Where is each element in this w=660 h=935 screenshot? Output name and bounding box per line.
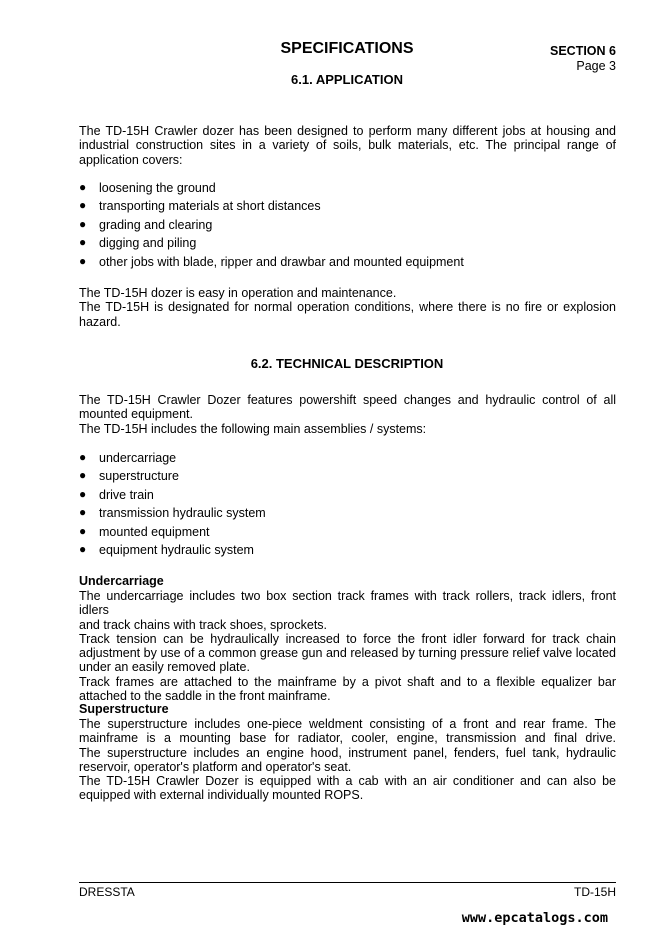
bullet-icon: ●: [79, 450, 87, 464]
list-item: [79, 525, 616, 543]
superstructure-line: The superstructure includes one-piece weldment consisting of a front and rear frame. The: [79, 717, 616, 731]
page-number: Page 3: [576, 59, 616, 73]
list-item-label: digging and piling: [99, 236, 197, 251]
bullet-icon: ●: [79, 486, 87, 501]
technical-intro-line: The TD-15H includes the following main assemblies / systems:: [79, 421, 427, 436]
application-outro: [79, 286, 616, 329]
list-item: [79, 543, 616, 561]
application-list: [79, 181, 616, 273]
page-title: SPECIFICATIONS: [280, 40, 414, 57]
technical-intro-line: The TD-15H Crawler Dozer features powershift speed changes and hydraulic control of all: [79, 393, 616, 407]
undercarriage-line: Track frames are attached to the mainframe by a pivot shaft and to a flexible equalizer bar: [79, 674, 616, 689]
application-intro-line: application covers:: [79, 152, 183, 167]
undercarriage-line: Track tension can be hydraulically increased to force the front idler forward for track chain: [79, 631, 616, 646]
list-item: [79, 181, 616, 199]
undercarriage-line: The undercarriage includes two box section track frames with track rollers, track idlers, front idlers: [79, 589, 616, 618]
list-item: [79, 451, 616, 469]
application-outro-line: hazard.: [79, 314, 121, 329]
application-intro: [79, 124, 616, 167]
undercarriage-text: [79, 589, 616, 703]
undercarriage-line: adjustment by use of a common grease gun and released by turning pressure relief valve located: [79, 646, 616, 661]
bullet-icon: ●: [79, 216, 87, 231]
list-item: [79, 255, 616, 273]
superstructure-line: The TD-15H Crawler Dozer is equipped with a cab with an air conditioner and can also be: [79, 774, 616, 789]
assemblies-list: [79, 451, 616, 561]
bullet-icon: ●: [79, 180, 87, 194]
watermark: www.epcatalogs.com: [461, 910, 608, 926]
undercarriage-line: under an easily removed plate.: [79, 660, 250, 675]
list-item: [79, 506, 616, 524]
footer-brand: DRESSTA: [79, 885, 135, 899]
application-intro-line: The TD-15H Crawler dozer has been designed to perform many different jobs at housing and: [79, 124, 616, 138]
bullet-icon: ●: [79, 541, 87, 556]
undercarriage-line: and track chains with track shoes, sprockets.: [79, 617, 328, 632]
footer-model: TD-15H: [573, 885, 616, 899]
application-heading: 6.1. APPLICATION: [291, 72, 403, 87]
list-item-label: superstructure: [99, 469, 179, 484]
list-item-label: loosening the ground: [99, 181, 216, 195]
undercarriage-line: attached to the saddle in the front mainframe.: [79, 689, 331, 704]
bullet-icon: ●: [79, 505, 87, 520]
superstructure-line: reservoir, operator's platform and operator's seat.: [79, 759, 352, 774]
list-item-label: transmission hydraulic system: [99, 506, 266, 521]
list-item-label: drive train: [99, 487, 154, 502]
list-item-label: equipment hydraulic system: [99, 542, 254, 557]
list-item: [79, 469, 616, 487]
list-item-label: grading and clearing: [99, 217, 213, 232]
list-item: [79, 488, 616, 506]
bullet-icon: ●: [79, 253, 87, 268]
list-item-label: mounted equipment: [99, 524, 210, 539]
technical-heading: 6.2. TECHNICAL DESCRIPTION: [250, 356, 444, 371]
superstructure-line: equipped with external individually mounted ROPS.: [79, 788, 364, 803]
undercarriage-heading: Undercarriage: [79, 574, 164, 588]
application-intro-line: industrial construction sites in a variety of soils, bulk materials, etc. The principal range of: [79, 138, 616, 153]
technical-intro: [79, 393, 616, 436]
footer-rule: [79, 882, 616, 883]
list-item: [79, 218, 616, 236]
section-label: SECTION 6: [550, 44, 616, 58]
bullet-icon: ●: [79, 523, 87, 538]
superstructure-heading: Superstructure: [79, 702, 169, 716]
list-item-label: other jobs with blade, ripper and drawbar and mounted equipment: [99, 254, 464, 269]
list-item-label: transporting materials at short distances: [99, 199, 321, 214]
application-outro-line: The TD-15H dozer is easy in operation and maintenance.: [79, 286, 397, 300]
list-item-label: undercarriage: [99, 451, 177, 465]
application-outro-line: The TD-15H is designated for normal operation conditions, where there is no fire or explosion: [79, 300, 616, 315]
list-item: [79, 199, 616, 217]
bullet-icon: ●: [79, 235, 87, 250]
bullet-icon: ●: [79, 468, 87, 483]
superstructure-line: The superstructure includes an engine hood, instrument panel, fenders, fuel tank, hydraulic: [79, 745, 616, 760]
technical-intro-line: mounted equipment.: [79, 407, 193, 422]
list-item: [79, 236, 616, 254]
superstructure-line: mainframe is a mounting base for radiator, cooler, engine, transmission and final drive.: [79, 731, 616, 746]
bullet-icon: ●: [79, 198, 87, 213]
superstructure-text: [79, 717, 616, 803]
